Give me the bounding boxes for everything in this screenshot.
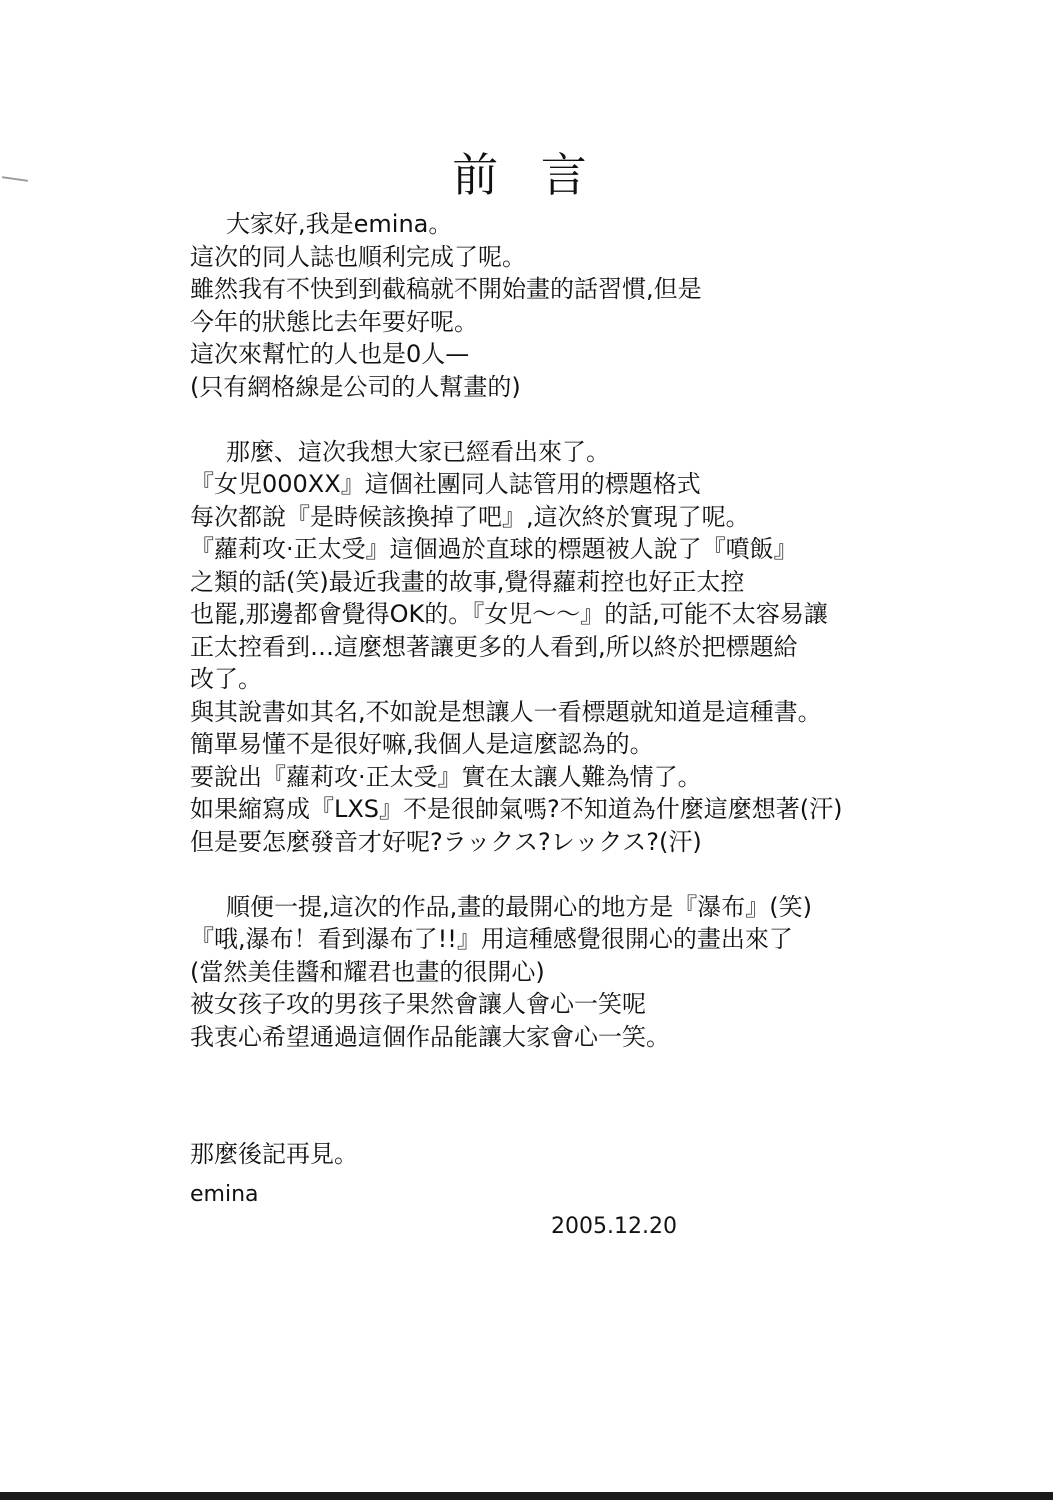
p2-line: 之類的話(笑)最近我畫的故事,覺得蘿莉控也好正太控 [190, 567, 745, 596]
p3-line: 被女孩子攻的男孩子果然會讓人會心一笑呢 [190, 990, 646, 1018]
paragraph-gap [190, 403, 950, 436]
p2-line: 改了。 [190, 665, 262, 693]
p3-line: 『哦,瀑布！看到瀑布了!!』用這種感覺很開心的畫出來了 [190, 925, 793, 953]
p3-line: 我衷心希望通過這個作品能讓大家會心一笑。 [190, 1022, 670, 1051]
paragraph-gap [190, 858, 950, 891]
p1-line: 今年的狀態比去年要好呢。 [190, 307, 478, 336]
p2-line: 簡單易懂不是很好嘛,我個人是這麼認為的。 [190, 730, 654, 758]
signature: emina [190, 1182, 259, 1207]
p2-line: 『蘿莉攻·正太受』這個過於直球的標題被人說了『噴飯』 [190, 535, 798, 563]
p2-line: 每次都說『是時候該換掉了吧』,這次終於實現了呢。 [190, 502, 750, 531]
paragraph-gap [190, 1053, 950, 1105]
p1-line: 這次來幫忙的人也是0人— [190, 340, 470, 368]
p2-line: 也罷,那邊都會覺得OK的。『女児～～』的話,可能不太容易讓 [190, 600, 828, 628]
p2-line: 那麼、這次我想大家已經看出來了。 [226, 437, 610, 466]
closing-line: 那麼後記再見。 [190, 1139, 358, 1168]
page-title: 前 言 [452, 147, 601, 202]
body-text [190, 208, 950, 1170]
p2-line: 正太控看到…這麼想著讓更多的人看到,所以終於把標題給 [190, 632, 798, 661]
p2-line: 如果縮寫成『LXS』不是很帥氣嗎?不知道為什麼這麼想著(汗) [190, 795, 843, 823]
p3-line: (當然美佳醬和耀君也畫的很開心) [190, 957, 545, 986]
p2-line: 『女児000XX』這個社團同人誌管用的標題格式 [190, 470, 701, 498]
p2-line: 但是要怎麼發音才好呢?ラックス?レックス?(汗) [190, 827, 702, 856]
p2-line: 要說出『蘿莉攻·正太受』實在太讓人難為情了。 [190, 762, 702, 791]
p3-line: 順便一提,這次的作品,畫的最開心的地方是『瀑布』(笑) [226, 892, 812, 921]
p1-line: 這次的同人誌也順利完成了呢。 [190, 242, 526, 271]
p1-line: (只有網格線是公司的人幫畫的) [190, 372, 521, 401]
date: 2005.12.20 [551, 1214, 677, 1239]
scan-bottom-edge [0, 1492, 1053, 1500]
p1-line: 大家好,我是emina。 [226, 210, 453, 238]
p2-line: 與其說書如其名,不如說是想讓人一看標題就知道是這種書。 [190, 697, 822, 726]
p1-line: 雖然我有不快到到截稿就不開始畫的話習慣,但是 [190, 275, 702, 303]
paragraph-gap [190, 1105, 950, 1138]
